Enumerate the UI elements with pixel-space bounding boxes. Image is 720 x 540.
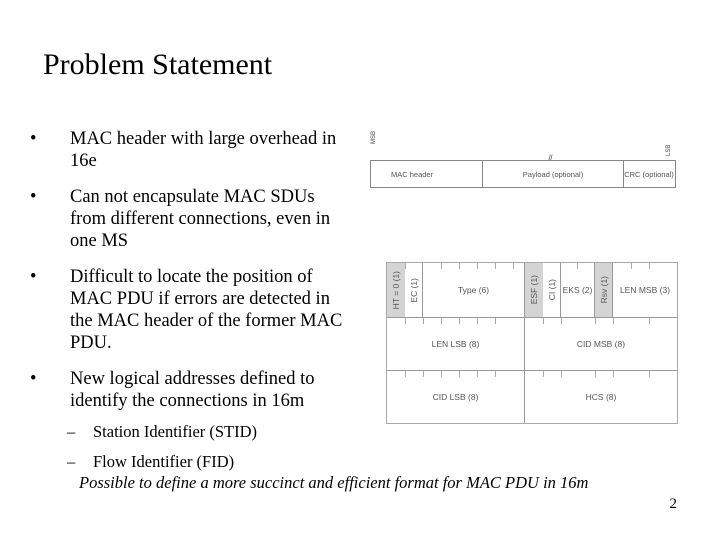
bit-tick xyxy=(649,263,650,269)
bit-tick xyxy=(649,318,650,324)
bit-tick xyxy=(561,371,562,377)
mac-pdu-format-figure xyxy=(368,130,678,196)
bit-tick xyxy=(613,371,614,377)
ec-field xyxy=(405,263,423,317)
bit-tick xyxy=(477,263,478,269)
note-text: Possible to define a more succinct and efficient format for MAC PDU in 16m xyxy=(79,473,589,492)
eks-field: EKS (2) xyxy=(561,263,595,317)
ht-field-label: HT = 0 (1) xyxy=(391,270,401,310)
len-msb-field: LEN MSB (3) xyxy=(619,285,671,295)
bit-tick xyxy=(495,371,496,377)
hcs-field: HCS (8) xyxy=(585,392,617,402)
sub-bullet-item xyxy=(67,452,347,472)
bullet-item xyxy=(30,368,350,472)
page-number: 2 xyxy=(669,496,677,512)
bullet-text: Difficult to locate the position of MAC PDU if errors are detected in the MAC header of the former MAC PDU. xyxy=(70,267,343,353)
bit-tick xyxy=(631,263,632,269)
bit-tick xyxy=(477,318,478,324)
crc-field: CRC (optional) xyxy=(624,169,674,179)
bit-tick xyxy=(441,318,442,324)
bit-tick xyxy=(441,263,442,269)
bullet-marker: • xyxy=(30,129,37,149)
bullet-item xyxy=(30,186,350,252)
bullet-item xyxy=(30,128,350,172)
esf-field xyxy=(525,263,543,317)
bit-tick xyxy=(595,371,596,377)
bit-tick xyxy=(459,371,460,377)
bit-tick xyxy=(577,263,578,269)
bit-tick xyxy=(495,318,496,324)
bullet-text: Can not encapsulate MAC SDUs from different connections, even in one MS xyxy=(70,187,331,251)
ci-field xyxy=(543,263,561,317)
type-field: Type (6) xyxy=(423,263,525,317)
bullet-marker: • xyxy=(30,187,37,207)
sub-bullet-text: Flow Identifier (FID) xyxy=(93,452,235,471)
esf-field-label: ESF (1) xyxy=(529,275,539,305)
mac-header-field: MAC header xyxy=(371,161,483,187)
ec-field-label: EC (1) xyxy=(408,277,419,303)
cid-lsb-field: CID LSB (8) xyxy=(387,371,525,423)
bit-tick xyxy=(459,318,460,324)
ci-field-label: CI (1) xyxy=(546,279,557,301)
bit-tick xyxy=(495,263,496,269)
cid-msb-field: CID MSB (8) xyxy=(576,339,626,349)
payload-field: Payload (optional) xyxy=(483,161,624,187)
bit-tick xyxy=(613,318,614,324)
bullet-text: MAC header with large overhead in 16e xyxy=(70,129,337,171)
sub-bullet-text: Station Identifier (STID) xyxy=(93,422,258,441)
rsv-field xyxy=(595,263,613,317)
sub-bullet-list xyxy=(67,422,350,472)
sub-bullet-marker: – xyxy=(67,422,76,441)
bullet-item xyxy=(30,266,350,354)
bullet-marker: • xyxy=(30,267,37,287)
bullet-list xyxy=(30,128,350,486)
bit-tick xyxy=(513,263,514,269)
lsb-label: LSB xyxy=(666,144,672,156)
bit-tick xyxy=(423,371,424,377)
bit-tick xyxy=(649,371,650,377)
len-lsb-field: LEN LSB (8) xyxy=(387,318,525,370)
slide-title: Problem Statement xyxy=(43,48,273,81)
pdu-bar xyxy=(370,160,676,188)
bit-tick xyxy=(441,371,442,377)
bit-tick xyxy=(459,263,460,269)
bit-tick xyxy=(477,371,478,377)
sub-bullet-marker: – xyxy=(67,452,76,471)
bit-tick xyxy=(561,318,562,324)
rsv-field-label: Rsv (1) xyxy=(598,276,609,304)
bit-tick xyxy=(595,318,596,324)
bit-tick xyxy=(423,318,424,324)
bit-tick xyxy=(543,371,544,377)
bit-tick xyxy=(405,371,406,377)
ht-field xyxy=(387,263,405,317)
bullet-text: New logical addresses defined to identify the connections in 16m xyxy=(70,369,315,411)
msb-label: MSB xyxy=(371,130,377,144)
bullet-marker: • xyxy=(30,369,37,389)
bit-tick xyxy=(405,318,406,324)
mac-header-format-figure xyxy=(386,262,678,424)
bit-tick xyxy=(543,318,544,324)
bit-tick xyxy=(405,263,406,269)
sub-bullet-item xyxy=(67,422,347,442)
